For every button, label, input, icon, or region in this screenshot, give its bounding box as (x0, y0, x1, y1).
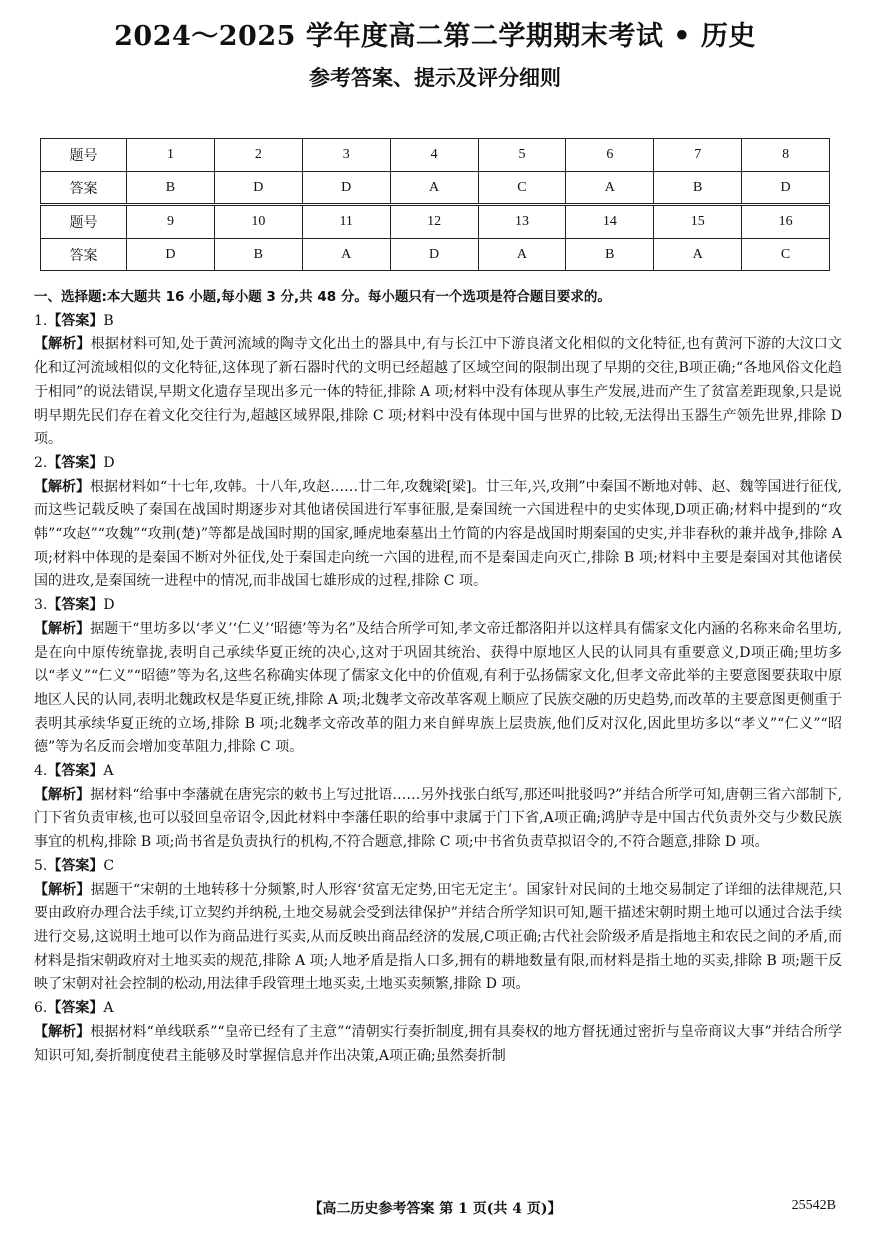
analysis-paragraph (34, 333, 842, 452)
question-number-cell: 13 (478, 205, 566, 239)
answer-letter: A (103, 763, 114, 780)
question-number: 2. (34, 454, 48, 471)
answer-line (34, 760, 842, 784)
analysis-text: 根据材料“单线联系”“皇帝已经有了主意”“清朝实行奏折制度,拥有具奏权的地方督抚通过密折与皇帝商议大事”并结合所学知识可知,奏折制度使君主能够及时掌握信息并作出决策,A项正确;虽然奏折制 (34, 1023, 843, 1064)
question-number-cell: 11 (302, 205, 390, 239)
answer-tag: 【答案】 (47, 454, 104, 471)
answer-cell: A (654, 239, 742, 271)
question-block (34, 310, 842, 452)
question-number-cell: 9 (127, 205, 215, 239)
answer-line (34, 997, 842, 1021)
answer-content (34, 286, 842, 1068)
answer-cell: A (390, 172, 478, 205)
answer-tag: 【答案】 (47, 763, 104, 780)
answer-cell: B (654, 172, 742, 205)
answer-cell: C (478, 172, 566, 205)
answer-cell: B (214, 239, 302, 271)
page-footer: 【高二历史参考答案 第 1 页(共 4 页)】 (308, 1201, 562, 1217)
question-number-cell: 1 (127, 139, 215, 172)
answer-letter: B (103, 312, 114, 329)
analysis-paragraph (34, 476, 842, 595)
answer-cell: D (742, 172, 830, 205)
analysis-tag: 【解析】 (34, 881, 91, 898)
question-number-cell: 14 (566, 205, 654, 239)
document-code: 25542B (791, 1198, 836, 1213)
answer-letter: C (103, 857, 115, 874)
answer-line (34, 594, 842, 618)
answer-tag: 【答案】 (47, 312, 104, 329)
question-number: 6. (34, 1000, 48, 1017)
answer-cell: A (478, 239, 566, 271)
analysis-text: 据题干“宋朝的土地转移十分频繁,时人形容‘贫富无定势,田宅无定主’。国家针对民间的土地交易制定了详细的法律规范,只要由政府办理合法手续,订立契约并纳税,土地交易就会受到法律保护”并结合所学知识可知,题干描述宋朝时期土地可以通过合法手续进行交易,这说明土地可以作为商品进行买卖,从而反映出商品经济的发展,C项正确;古代社会阶级矛盾是指地主和农民之间的矛盾,而材料是指宋朝政府对土地买卖的规范,排除 A 项;人地矛盾是指人口多,拥有的耕地数量有限,而材料是指土地的买卖,排除 B 项;题干反映了宋朝对社会控制的松动,用法律手段管理土地买卖,土地买卖频繁,排除 D 项。 (34, 881, 843, 993)
answer-tag: 【答案】 (47, 1000, 104, 1017)
analysis-text: 据材料“给事中李藩就在唐宪宗的敕书上写过批语……另外找张白纸写,那还叫批驳吗?”并结合所学可知,唐朝三省六部制下,门下省负责审核,也可以驳回皇帝诏令,因此材料中李藩任职的给事中隶属于门下省,A项正确;鸿胪寺是中国古代负责外交与少数民族事宜的机构,排除 B 项;尚书省是负责执行的机构,不符合题意,排除 C 项;中书省负责草拟诏令的,不符合题意,排除 D 项。 (34, 786, 843, 851)
answer-line (34, 310, 842, 334)
answer-cell: D (302, 172, 390, 205)
page-title: 2024～2025 学年度高二第二学期期末考试 • 历史 (114, 21, 756, 52)
question-block (34, 452, 842, 594)
answer-letter: A (103, 1000, 114, 1017)
analysis-text: 根据材料如“十七年,攻韩。十八年,攻赵……廿二年,攻魏梁[梁]。廿三年,兴,攻荆”中秦国不断地对韩、赵、魏等国进行征伐,而这些记载反映了秦国在战国时期逐步对其他诸侯国进行军事征服,是秦国统一六国进程中的史实体现,D项正确;材料中提到的“攻韩”“攻赵”“攻魏”“攻荆(楚)”等都是战国时期的国家,睡虎地秦墓出土竹简的内容是战国时期秦国的史实,并非春秋的兼并战争,排除 A 项;材料中体现的是秦国不断对外征伐,处于秦国走向统一六国的进程,而不是秦国走向灭亡,排除 B 项;材料中主要是秦国对其他诸侯国的进攻,是秦国统一进程中的情况,而非战国七雄形成的过程,排除 C 项。 (34, 478, 843, 590)
row-label-answer: 答案 (41, 172, 127, 205)
answer-cell: B (127, 172, 215, 205)
answer-line (34, 452, 842, 476)
answer-cell: D (214, 172, 302, 205)
question-block (34, 855, 842, 997)
question-number-cell: 16 (742, 205, 830, 239)
answer-cell: D (390, 239, 478, 271)
analysis-paragraph (34, 784, 842, 855)
analysis-paragraph (34, 1021, 842, 1068)
question-number-row (41, 139, 830, 172)
question-number-cell: 2 (214, 139, 302, 172)
analysis-tag: 【解析】 (34, 620, 91, 637)
question-block (34, 760, 842, 855)
page-subtitle: 参考答案、提示及评分细则 (309, 65, 561, 90)
answer-letter: D (103, 454, 115, 471)
question-number-cell: 12 (390, 205, 478, 239)
analysis-tag: 【解析】 (34, 336, 91, 353)
question-number-cell: 3 (302, 139, 390, 172)
answer-cell: D (127, 239, 215, 271)
question-number-cell: 10 (214, 205, 302, 239)
analysis-tag: 【解析】 (34, 786, 91, 803)
question-number-cell: 6 (566, 139, 654, 172)
section-heading: 一、选择题:本大题共 16 小题,每小题 3 分,共 48 分。每小题只有一个选项是符合题目要求的。 (34, 289, 611, 305)
row-label-number: 题号 (41, 205, 127, 239)
question-block (34, 997, 842, 1068)
answer-cell: A (302, 239, 390, 271)
answer-table (40, 138, 830, 271)
question-number-cell: 8 (742, 139, 830, 172)
row-label-answer: 答案 (41, 239, 127, 271)
question-list (34, 310, 842, 1069)
analysis-paragraph (34, 618, 842, 760)
answer-letter: D (103, 597, 115, 614)
question-block (34, 594, 842, 760)
question-number-cell: 15 (654, 205, 742, 239)
answer-tag: 【答案】 (47, 857, 104, 874)
analysis-paragraph (34, 879, 842, 998)
analysis-text: 据题干“里坊多以‘孝义’‘仁义’‘昭德’等为名”及结合所学可知,孝文帝迁都洛阳并以这样具有儒家文化内涵的名称来命名里坊,是在向中原传统靠拢,表明自己承续华夏正统的决心,这对于巩固其统治、获得中原地区人民的认同具有重要意义,D项正确;里坊多以“孝义”“仁义”“昭德”等为名,这些名称确实体现了儒家文化中的价值观,有利于弘扬儒家文化,但孝文帝此举的主要意图要获取中原地区人民的认同,表明北魏政权是华夏正统,排除 A 项;北魏孝文帝改革客观上顺应了民族交融的历史趋势,而改革的主要意图更侧重于表明其承续华夏正统的立场,排除 B 项;北魏孝文帝改革的阻力来自鲜卑族上层贵族,他们反对汉化,因此里坊多以“孝义”“仁义”“昭德”等为名反而会增加变革阻力,排除 C 项。 (34, 620, 842, 756)
answer-line (34, 855, 842, 879)
analysis-text: 根据材料可知,处于黄河流域的陶寺文化出土的器具中,有与长江中下游良渚文化相似的文化特征,也有黄河下游的大汶口文化和辽河流域相似的文化特征,这体现了新石器时代的文明已经超越了区域空间的限制出现了早期的交往,B项正确;“各地风俗文化趋于相同”的说法错误,早期文化遗存呈现出多元一体的特征,排除 A 项;材料中没有体现从事生产发展,进而产生了贫富差距现象,只是说明早期先民们存在着文化交往行为,超越区域界限,排除 C 项;材料中没有体现中国与世界的比较,无法得出玉器生产领先世界,排除 D 项。 (34, 336, 842, 448)
answer-row (41, 172, 830, 205)
question-number-cell: 7 (654, 139, 742, 172)
question-number-cell: 5 (478, 139, 566, 172)
answer-tag: 【答案】 (47, 597, 104, 614)
analysis-tag: 【解析】 (34, 1023, 91, 1040)
question-number: 3. (34, 597, 48, 614)
question-number-row (41, 205, 830, 239)
question-number: 4. (34, 763, 48, 780)
question-number: 5. (34, 857, 48, 874)
question-number: 1. (34, 312, 48, 329)
answer-cell: B (566, 239, 654, 271)
answer-row (41, 239, 830, 271)
question-number-cell: 4 (390, 139, 478, 172)
analysis-tag: 【解析】 (34, 478, 91, 495)
row-label-number: 题号 (41, 139, 127, 172)
answer-cell: A (566, 172, 654, 205)
answer-cell: C (742, 239, 830, 271)
